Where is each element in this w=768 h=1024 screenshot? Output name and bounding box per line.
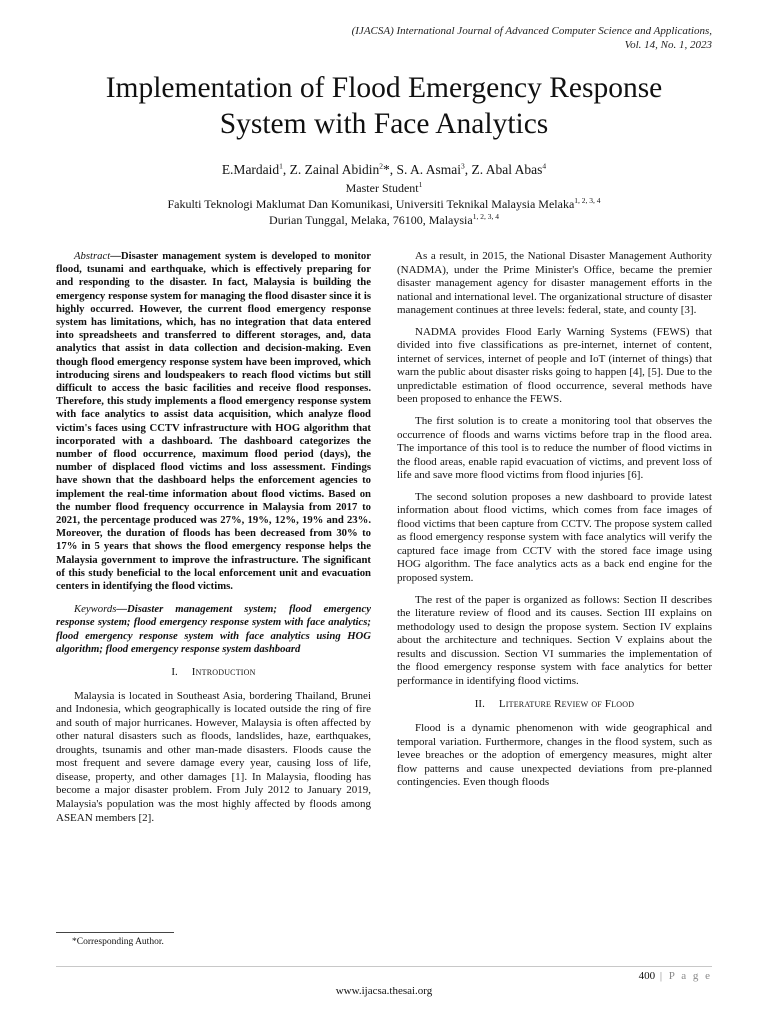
author-3-sup: 3 [461,161,465,171]
author-2: , Z. Zainal Abidin [282,162,380,177]
abstract [56,250,371,593]
paragraph-nadma: As a result, in 2015, the National Disaster Management Authority (NADMA), under the Prime Minister's Office, became the premier disaster management agency for disaster management efforts in the national and international level. The organizational structure of disaster management continues at three levels: federal, state, and county [3]. [397,250,712,317]
paragraph-first-solution: The first solution is to create a monitoring tool that observes the occurrence of floods and warns victims before trap in the flood area. The importance of this tool is to reduce the number of flood victims in the flood areas, enable rapid evacuation of victims, and prevent loss of life and save more flood victims from flood injuries [6]. [397,415,712,482]
author-4: , Z. Abal Abas [464,162,543,177]
abstract-text: —Disaster management system is developed to monitor flood, tsunami and earthquake, which is effectively preparing for and responding to the disaster. In fact, Malaysia is building the emergency response system for managing the flood disaster since it is highly occurred. However, the current flood emergency response system has limitations, which, has no integration that data entered into spreadsheets and transferred to different storages, and, data analytics that assist in data collection and decision-making. Even though flood emergency response system have been improved, which introducing sirens and loudspeakers to reach flood victims but still difficult to access the basic facilities and receive flood responses. Therefore, this study implements a flood emergency response system with face analytics to assist data acquisition, which analyze flood victim's faces using CCTV infrastructure with HOG algorithm that incorporated with a dashboard. The dashboard categorizes the number of flood occurrence, maximum flood period (days), the number of displaced flood victims and loss assessment. Findings have shown that the dashboard helps the enforcement agencies to implement the real-time information about flood victims. Based on the number flood frequency occurrence in Malaysia from 2017 to 2021, the percentage produced was 27%, 19%, 12%, 19% and 23%. Moreover, the duration of floods has been decreased from 30% to 17% in 5 years that shows the flood emergency response helps the Malaysia government to improve the infrastructure. The significant of this study beneficial to the local enforcement unit and evacuation centers in identifying the flood victims. [56,250,371,593]
right-column [397,250,712,798]
corresponding-mark: * [383,162,390,177]
address-sup: 1, 2, 3, 4 [472,212,499,221]
paper-title [60,70,708,142]
faculty-sup: 1, 2, 3, 4 [574,196,601,205]
journal-header [252,24,712,52]
author-2-sup: 2 [379,161,384,171]
section-heading-literature-review [397,698,712,712]
paragraph-organization: The rest of the paper is organized as follows: Section II describes the literature review of flood and its causes. Section III explains on methodology used to design the propose system. Section IV explains about the architecture and techniques. Section V explains about the results and discussion. Section VI summaries the implementation of the flood emergency response system with face analytics for better performance in identifying flood victims. [397,593,712,687]
left-column [56,250,371,833]
keywords-lead: Keywords [74,603,117,616]
footnote-rule [56,932,174,933]
paragraph-fews: NADMA provides Flood Early Warning Systems (FEWS) that divided into five classifications as pre-internet, internet of content, internet of services, internet of people and IoT (internet of things) that warn the public about disaster risks going to happen [4], [5]. Due to the unpredictable estimation of flood occurrence, several methods have been proposed to enhance the FEWS. [397,325,712,406]
intro-paragraph-1: Malaysia is located in Southeast Asia, bordering Thailand, Brunei and Indonesia, which geographically is located outside the ring of fire and south of major hurricanes. However, Malaysia is often affected by other natural disasters such as floods, landslides, haze, earthquakes, droughts, tsunamis and other man-made disasters. Floods cause the most frequent and severe damage every year, causing loss of life, disease, property, and other damages [1]. In Malaysia, flooding has become a major disaster problem. From July 2012 to January 2019, Malaysia's population was the most highly affected by floods among ASEAN members [2]. [56,689,371,824]
address-text: Durian Tunggal, Melaka, 76100, Malaysia [269,213,473,227]
footer-rule [56,966,712,967]
author-1: E.Mardaid [221,162,280,177]
author-4-sup: 4 [542,161,547,171]
page-label: P a g e [668,970,712,982]
abstract-lead: Abstract [74,250,111,262]
journal-name: (IJACSA) International Journal of Advanced Computer Science and Applications, [351,25,712,37]
paragraph-second-solution: The second solution proposes a new dashboard to provide latest information about flood victims, which comes from face images of flood victims that been capture from CCTV. The propose system called as flood emergency response system with face analytics will verify the captured face image from CCTV with the stored face image using HOG algorithm. The face analytics acts as a back end engine for the proposed system. [397,490,712,585]
footnote: *Corresponding Author. [72,937,164,947]
paper-title-line2: System with Face Analytics [219,108,549,140]
affiliation-address [60,212,708,228]
keywords-text: —Disaster management system; flood emergency response system; flood emergency response system with face analytics; flood emergency response system with face analytics using HOG algorithm; flood emergency response system dashboard [56,603,371,655]
literature-paragraph-1: Flood is a dynamic phenomenon with wide geographical and temporal variation. Furthermore, changes in the flood system, such as levee breaches or the adoption of emergency measures, might alter flow patterns and cause unexpected deviations from pre-planned contingencies. Even though floods [397,721,712,789]
page-number-value: 400 [638,970,656,982]
section-number: I. [171,666,178,679]
author-1-sup: 1 [279,161,283,171]
role-sup: 1 [418,180,423,189]
section-title: Introduction [191,666,256,679]
role-text: Master Student [345,181,419,195]
affiliation-role [60,180,708,196]
keywords [56,603,371,656]
affiliation [60,180,708,228]
journal-volume: Vol. 14, No. 1, 2023 [624,39,712,51]
faculty-text: Fakulti Teknologi Maklumat Dan Komunikasi, Universiti Teknikal Malaysia Melaka [167,197,575,211]
journal-website: www.ijacsa.thesai.org [335,985,433,997]
author-3: , S. A. Asmai [389,162,462,177]
section-title: Literature Review of Flood [498,698,635,711]
paper-title-line1: Implementation of Flood Emergency Response [105,72,663,104]
section-heading-introduction [56,666,371,680]
page-number [639,969,712,983]
page-separator: | [655,970,669,982]
section-number: II. [474,698,485,711]
author-list [60,162,708,178]
affiliation-faculty [60,196,708,212]
